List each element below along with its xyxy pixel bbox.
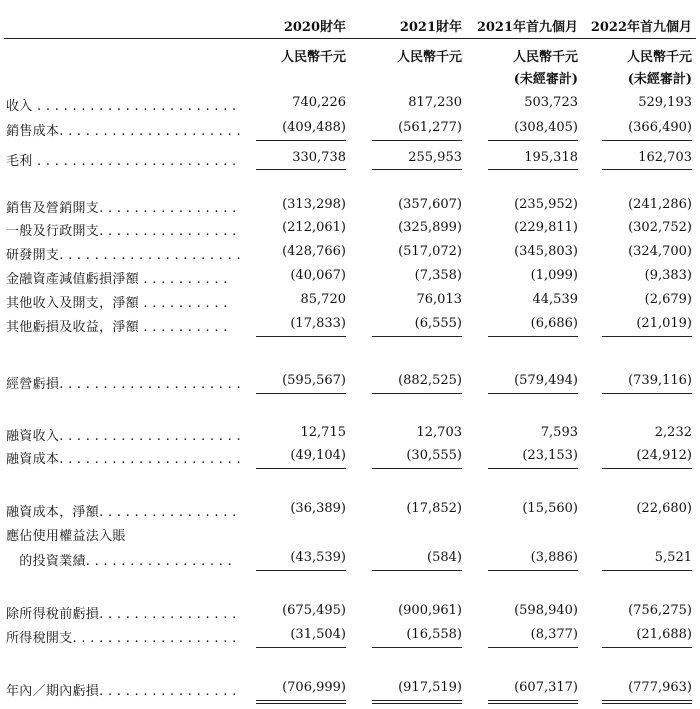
row-value: 740,226 (292, 95, 346, 110)
row-value: (24,912) (636, 448, 692, 463)
col-period-2020: 2020財年 (283, 20, 346, 35)
header-rule (4, 38, 696, 39)
row-value: (30,555) (406, 448, 462, 463)
row-label: 所得稅開支. . . . . . . . . . . . . . . . . . . (6, 631, 237, 646)
row-value: 44,539 (532, 292, 578, 307)
row-value: (313,298) (282, 197, 346, 212)
row-value: (739,116) (628, 373, 692, 388)
row-label: 毛利 . . . . . . . . . . . . . . . . . . . . . . . (6, 154, 237, 169)
row-value: (31,504) (290, 627, 346, 642)
row-value: (302,752) (628, 220, 692, 235)
total-double-rule (256, 700, 346, 704)
row-label: 年內／期內虧損. . . . . . . . . . . . . . . . (6, 684, 237, 699)
row-value: (607,317) (514, 680, 578, 695)
row-value: 76,013 (416, 292, 462, 307)
subtotal-rule (372, 647, 462, 648)
subtotal-rule (372, 336, 462, 337)
row-value: (595,567) (282, 373, 346, 388)
subtotal-rule (256, 647, 346, 648)
subtotal-rule (488, 468, 578, 469)
total-double-rule (488, 700, 578, 704)
row-value: (366,490) (628, 120, 692, 135)
row-value: (241,286) (628, 197, 692, 212)
row-value: (7,358) (414, 268, 462, 283)
row-value: (9,383) (644, 268, 692, 283)
col-note-2021-9m: (未經審計) (513, 72, 578, 87)
subtotal-rule (488, 169, 578, 170)
subtotal-rule (602, 169, 692, 170)
subtotal-rule (372, 468, 462, 469)
row-label: 銷售成本. . . . . . . . . . . . . . . . . . . . . (6, 124, 241, 139)
row-label: 融資收入. . . . . . . . . . . . . . . . . . . . . (6, 429, 241, 444)
row-value: 2,232 (654, 425, 692, 440)
col-period-2021: 2021財年 (399, 20, 462, 35)
subtotal-rule (602, 140, 692, 141)
subtotal-rule (372, 169, 462, 170)
row-label: 融資成本，淨額. . . . . . . . . . . . . . . . (6, 505, 237, 520)
row-value: (17,852) (406, 501, 462, 516)
subtotal-rule (602, 468, 692, 469)
row-value: (6,686) (530, 316, 578, 331)
row-label: 融資成本. . . . . . . . . . . . . . . . . . . . . (6, 452, 241, 467)
row-value: (8,377) (530, 627, 578, 642)
row-value: (756,275) (628, 603, 692, 618)
subtotal-rule (256, 570, 346, 571)
total-double-rule (372, 700, 462, 704)
row-value: (23,153) (522, 448, 578, 463)
subtotal-rule (372, 140, 462, 141)
row-value: (675,495) (282, 603, 346, 618)
row-value: (21,019) (636, 316, 692, 331)
row-value: (212,061) (282, 220, 346, 235)
col-currency-2021-9m: 人民幣千元 (512, 50, 578, 65)
row-value: 255,953 (408, 150, 462, 165)
row-value: 529,193 (638, 95, 692, 110)
row-value: (345,803) (514, 244, 578, 259)
row-value: (325,899) (398, 220, 462, 235)
row-value: 7,593 (540, 425, 578, 440)
row-value: 817,230 (408, 95, 462, 110)
row-value: (777,963) (628, 680, 692, 695)
row-value: (17,833) (290, 316, 346, 331)
row-value: (409,488) (282, 120, 346, 135)
subtotal-rule (602, 647, 692, 648)
subtotal-rule (256, 140, 346, 141)
row-value: 5,521 (654, 550, 692, 565)
subtotal-rule (256, 393, 346, 394)
row-value: (22,680) (636, 501, 692, 516)
row-value: (49,104) (290, 448, 346, 463)
col-currency-2021: 人民幣千元 (396, 50, 462, 65)
row-value: (16,558) (406, 627, 462, 642)
row-value: (900,961) (398, 603, 462, 618)
row-value: (579,494) (514, 373, 578, 388)
subtotal-rule (602, 570, 692, 571)
row-value: (324,700) (628, 244, 692, 259)
total-double-rule (602, 700, 692, 704)
row-value: (3,886) (530, 550, 578, 565)
subtotal-rule (256, 169, 346, 170)
row-label: 銷售及營銷開支. . . . . . . . . . . . . . . . (6, 201, 237, 216)
row-value: 330,738 (292, 150, 346, 165)
col-period-2022-9m: 2022年首九個月 (590, 20, 692, 35)
col-note-2022-9m: (未經審計) (627, 72, 692, 87)
row-value: 12,703 (416, 425, 462, 440)
row-label: 的投資業績. . . . . . . . . . . . . . . . . (6, 554, 233, 569)
row-value: (357,607) (398, 197, 462, 212)
row-value: (917,519) (398, 680, 462, 695)
row-value: (21,688) (636, 627, 692, 642)
row-value: (43,539) (290, 550, 346, 565)
row-value: (308,405) (514, 120, 578, 135)
row-value: (15,560) (522, 501, 578, 516)
row-value: (428,766) (282, 244, 346, 259)
row-label: 收入 . . . . . . . . . . . . . . . . . . . . . . . (6, 99, 237, 114)
subtotal-rule (488, 647, 578, 648)
row-value: (36,389) (290, 501, 346, 516)
subtotal-rule (488, 140, 578, 141)
row-label: 應佔使用權益法入賬 (6, 529, 126, 544)
subtotal-rule (256, 468, 346, 469)
col-currency-2022-9m: 人民幣千元 (626, 50, 692, 65)
row-value: (6,555) (414, 316, 462, 331)
row-label: 一般及行政開支. . . . . . . . . . . . . . . . (6, 224, 237, 239)
col-currency-2020: 人民幣千元 (280, 50, 346, 65)
col-period-2021-9m: 2021年首九個月 (476, 20, 578, 35)
row-value: (561,277) (398, 120, 462, 135)
subtotal-rule (602, 336, 692, 337)
row-label: 其他收入及開支，淨額 . . . . . . . . . . (6, 296, 228, 311)
subtotal-rule (488, 336, 578, 337)
row-value: 503,723 (524, 95, 578, 110)
row-value: 162,703 (638, 150, 692, 165)
row-value: (40,067) (290, 268, 346, 283)
row-value: 12,715 (300, 425, 346, 440)
row-value: 195,318 (524, 150, 578, 165)
subtotal-rule (488, 393, 578, 394)
subtotal-rule (256, 336, 346, 337)
row-value: (584) (427, 550, 462, 565)
row-label: 研發開支. . . . . . . . . . . . . . . . . . . . . (6, 248, 241, 263)
row-label: 除所得稅前虧損. . . . . . . . . . . . . . . . (6, 607, 237, 622)
row-value: (1,099) (530, 268, 578, 283)
row-label: 其他虧損及收益，淨額 . . . . . . . . . . (6, 320, 228, 335)
row-value: (2,679) (644, 292, 692, 307)
row-label: 經營虧損. . . . . . . . . . . . . . . . . . . . . (6, 377, 241, 392)
row-value: (517,072) (398, 244, 462, 259)
subtotal-rule (372, 570, 462, 571)
row-value: (235,952) (514, 197, 578, 212)
row-label: 金融資產減值虧損淨額 . . . . . . . . . . (6, 272, 228, 287)
subtotal-rule (372, 393, 462, 394)
subtotal-rule (488, 570, 578, 571)
row-value: (882,525) (398, 373, 462, 388)
row-value: (598,940) (514, 603, 578, 618)
row-value: (229,811) (514, 220, 578, 235)
subtotal-rule (602, 393, 692, 394)
row-value: (706,999) (282, 680, 346, 695)
row-value: 85,720 (300, 292, 346, 307)
